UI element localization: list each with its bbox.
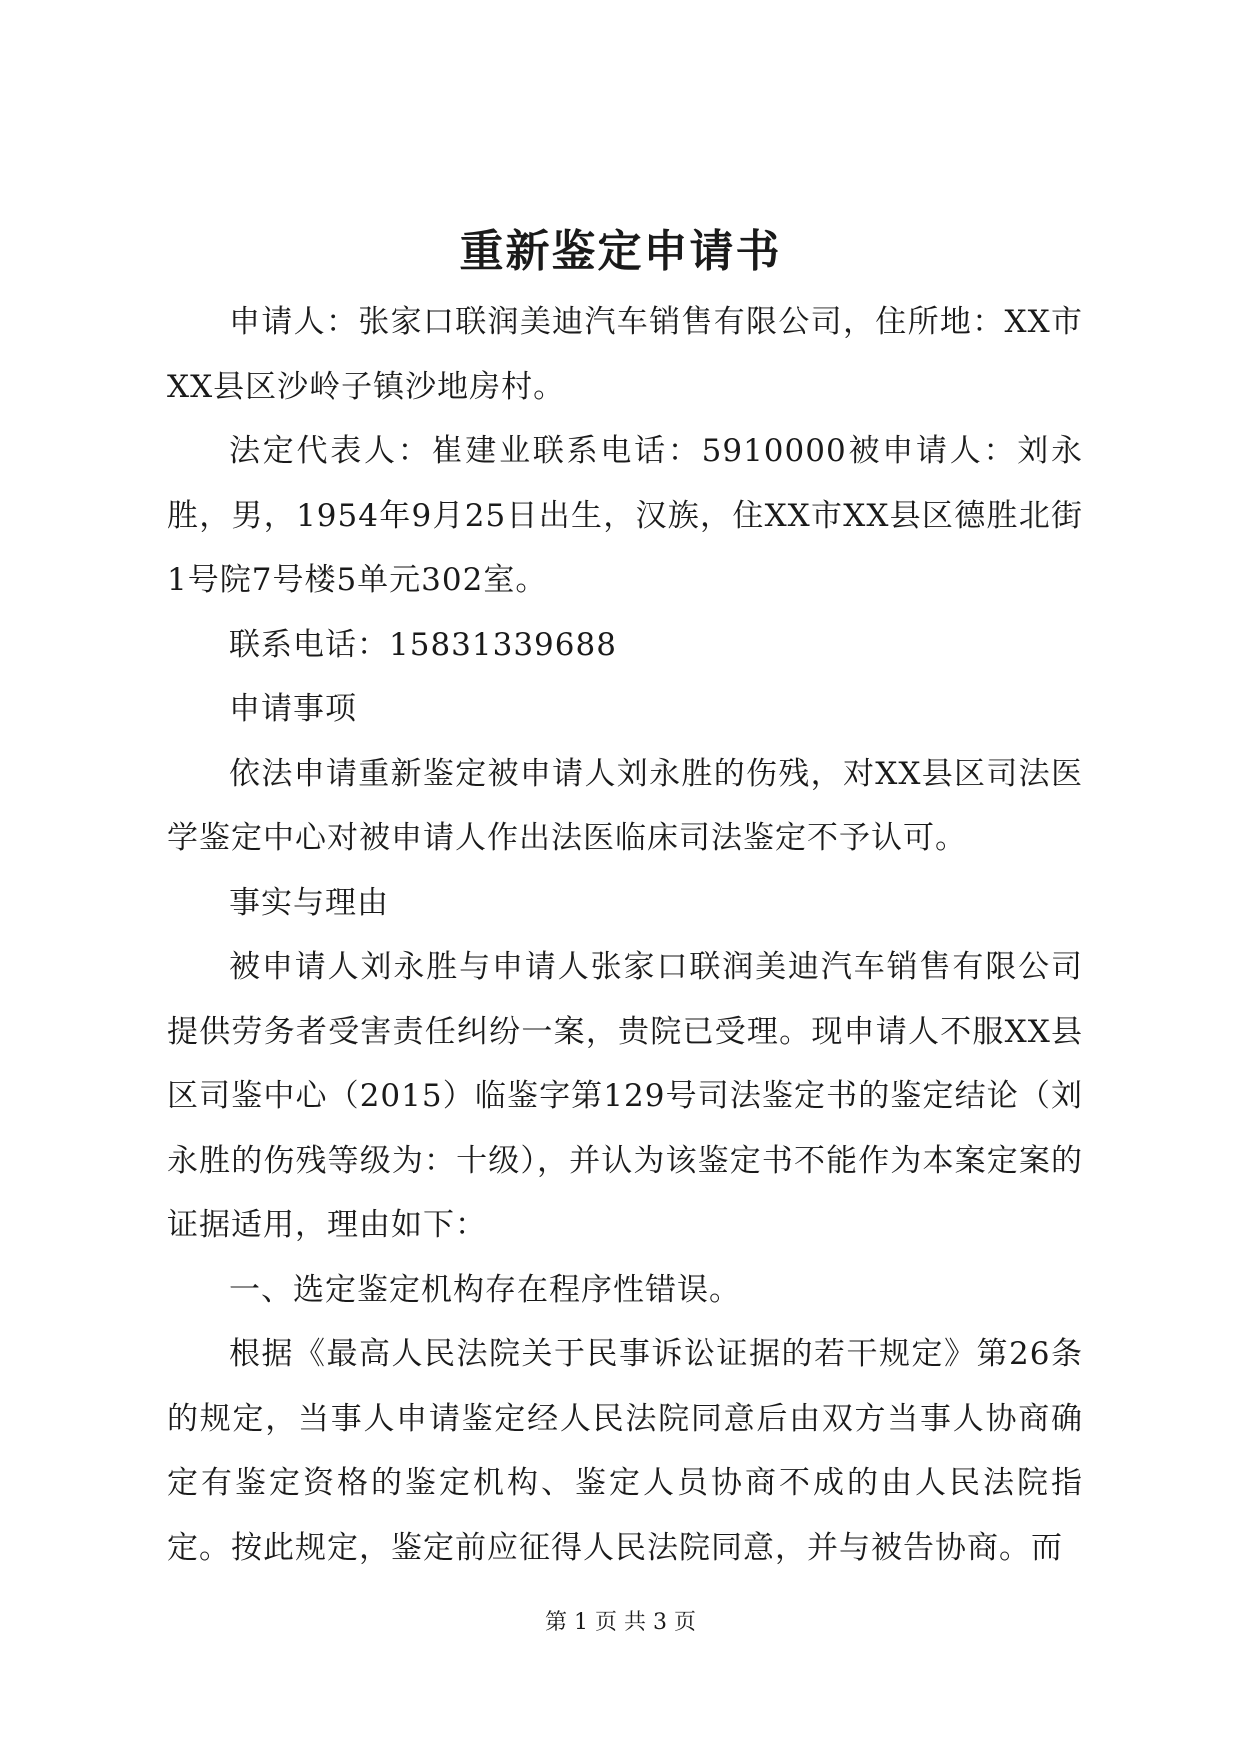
paragraph-facts: 被申请人刘永胜与申请人张家口联润美迪汽车销售有限公司提供劳务者受害责任纠纷一案，贵院已受理。现申请人不服XX县区司鉴中心（2015）临鉴字第129号司法鉴定书的鉴定结论（刘永胜的伤残等级为：十级），并认为该鉴定书不能作为本案定案的证据适用，理由如下： bbox=[167, 949, 1083, 1243]
page-number-footer: 第 1 页 共 3 页 bbox=[545, 1610, 696, 1635]
heading-application-matters: 申请事项 bbox=[229, 691, 357, 727]
paragraph-reason-one: 一、选定鉴定机构存在程序性错误。 bbox=[229, 1271, 741, 1308]
document-title: 重新鉴定申请书 bbox=[459, 226, 782, 277]
heading-facts-and-reasons: 事实与理由 bbox=[229, 884, 389, 921]
paragraph-representative: 法定代表人：崔建业联系电话：5910000被申请人：刘永胜，男，1954年9月25日出生，汉族，住XX市XX县区德胜北街1号院7号楼5单元302室。 bbox=[167, 433, 1083, 598]
paragraph-applicant: 申请人：张家口联润美迪汽车销售有限公司，住所地：XX市XX县区沙岭子镇沙地房村。 bbox=[167, 304, 1083, 405]
document-body bbox=[167, 290, 1083, 1580]
paragraph-application-request: 依法申请重新鉴定被申请人刘永胜的伤残，对XX县区司法医学鉴定中心对被申请人作出法医临床司法鉴定不予认可。 bbox=[167, 755, 1083, 856]
paragraph-contact-phone: 联系电话：15831339688 bbox=[229, 626, 617, 663]
paragraph-legal-basis: 根据《最高人民法院关于民事诉讼证据的若干规定》第26条的规定，当事人申请鉴定经人民法院同意后由双方当事人协商确定有鉴定资格的鉴定机构、鉴定人员协商不成的由人民法院指定。按此规定，鉴定前应征得人民法院同意，并与被告协商。而 bbox=[167, 1336, 1083, 1566]
